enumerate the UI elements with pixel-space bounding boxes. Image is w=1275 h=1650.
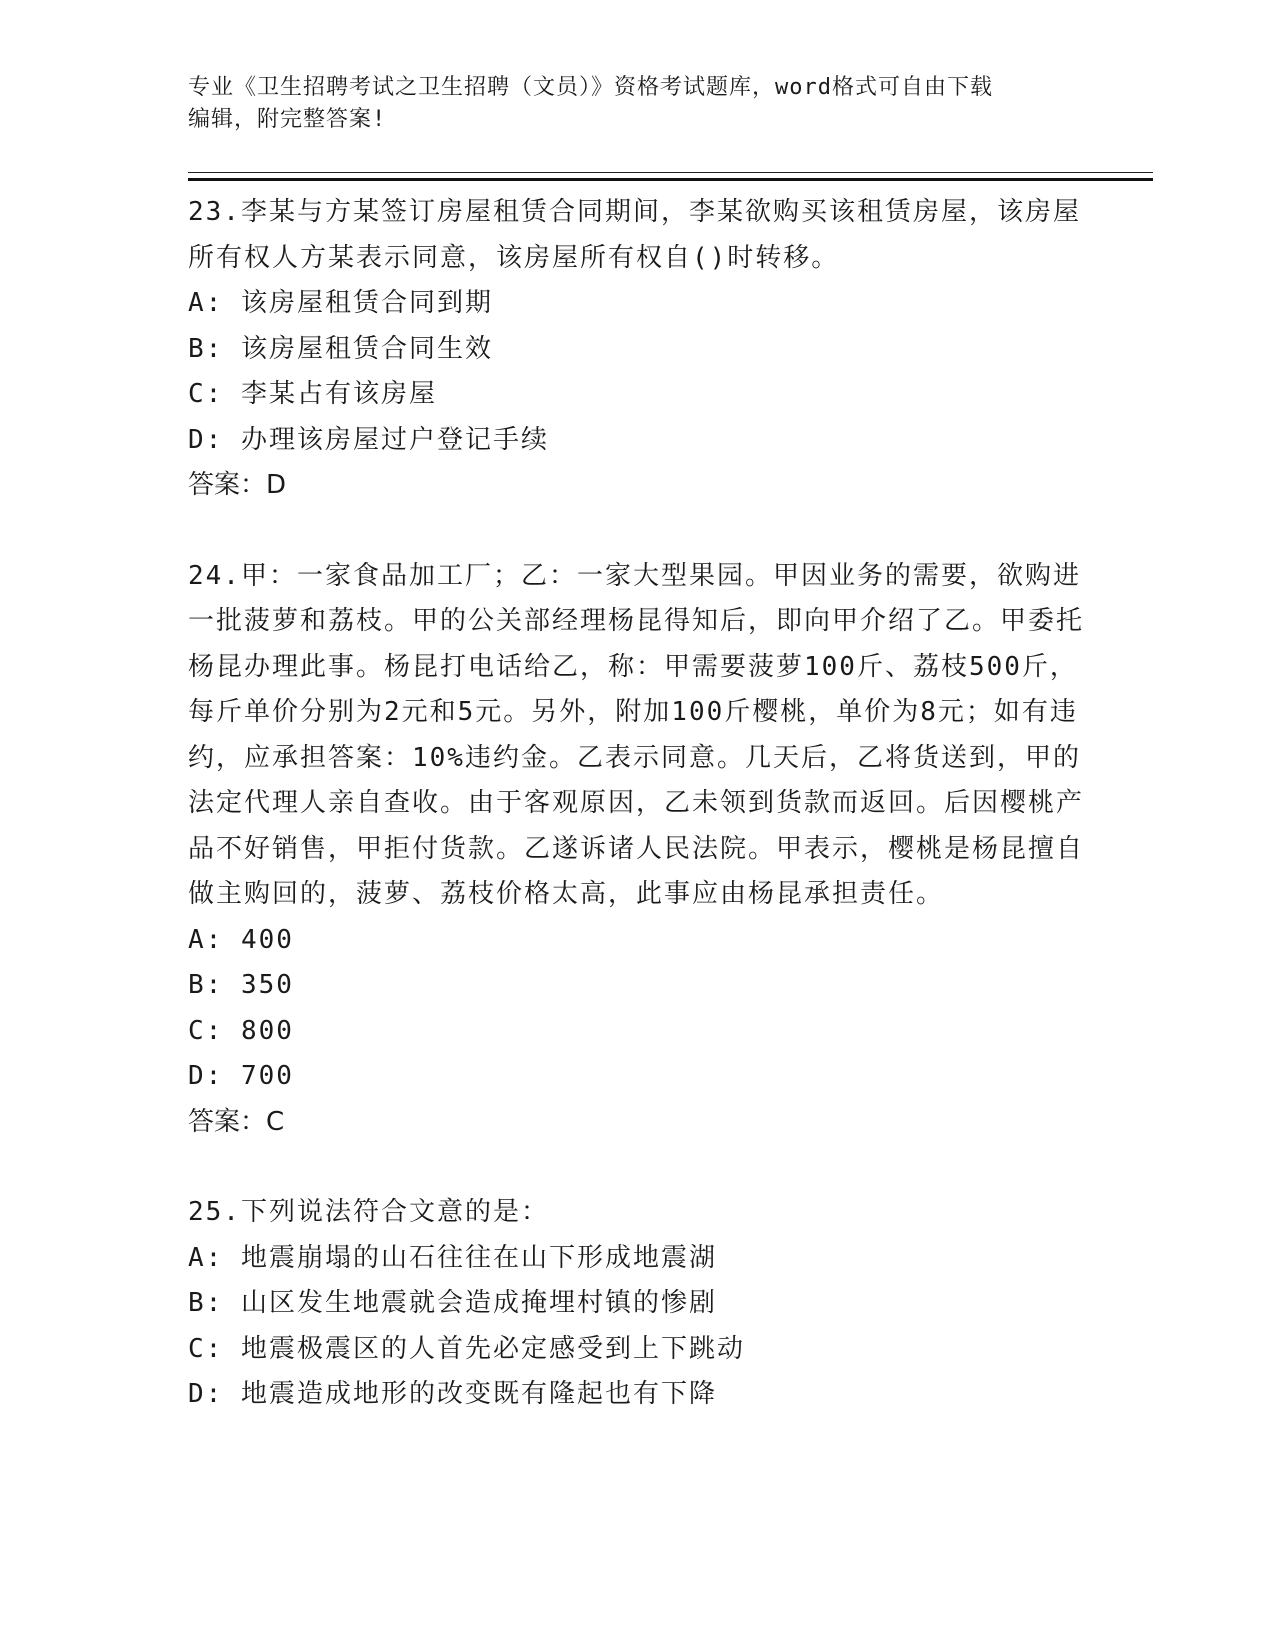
- answer-line: 答案：D: [188, 470, 287, 500]
- question-text: 24.甲：一家食品加工厂；乙：一家大型果园。甲因业务的需要，欲购进一批菠萝和荔枝。甲的公关部经理杨昆得知后，即向甲介绍了乙。甲委托杨昆办理此事。杨昆打电话给乙，称：甲需要菠萝100斤、荔枝500斤，每斤单价分别为2元和5元。另外，附加100斤樱桃，单价为8元；如有违约，应承担答案：10%违约金。乙表示同意。几天后，乙将货送到，甲的法定代理人亲自查收。由于客观原因，乙未领到货款而返回。后因樱桃产品不好销售，甲拒付货款。乙遂诉诸人民法院。甲表示，樱桃是杨昆擅自做主购回的，菠萝、荔枝价格太高，此事应由杨昆承担责任。: [188, 560, 1085, 909]
- header-divider-thin: [188, 172, 1153, 173]
- question-list: [188, 190, 1088, 1418]
- header-line-1: 专业《卫生招聘考试之卫生招聘（文员）》资格考试题库，word格式可自由下载: [188, 75, 993, 100]
- option-b: B: 该房屋租赁合同生效: [188, 333, 493, 364]
- option-d: D: 700: [188, 1061, 294, 1091]
- header-divider-thick: [188, 178, 1153, 181]
- option-d: D: 办理该房屋过户登记手续: [188, 424, 549, 455]
- option-b: B: 山区发生地震就会造成掩埋村镇的惨剧: [188, 1288, 717, 1318]
- question-24: [188, 554, 1088, 1146]
- header-line-2: 编辑，附完整答案!: [188, 107, 387, 132]
- question-text: 23.李某与方某签订房屋租赁合同期间，李某欲购买该租赁房屋，该房屋所有权人方某表示同意，该房屋所有权自()时转移。: [188, 197, 1081, 273]
- question-spacer: [188, 1145, 1088, 1190]
- document-header: [188, 72, 1088, 136]
- option-a: A: 400: [188, 924, 294, 955]
- option-c: C: 800: [188, 1015, 294, 1046]
- option-c: C: 地震极震区的人首先必定感受到上下跳动: [188, 1333, 745, 1364]
- option-c: C: 李某占有该房屋: [188, 379, 437, 409]
- question-23: [188, 190, 1088, 509]
- option-d: D: 地震造成地形的改变既有隆起也有下降: [188, 1379, 717, 1409]
- question-spacer: [188, 509, 1088, 554]
- option-a: A: 地震崩塌的山石往往在山下形成地震湖: [188, 1242, 717, 1273]
- question-25: [188, 1190, 1088, 1418]
- option-a: A: 该房屋租赁合同到期: [188, 288, 493, 318]
- question-text: 25.下列说法符合文意的是：: [188, 1197, 549, 1227]
- option-b: B: 350: [188, 970, 294, 1000]
- answer-line: 答案：C: [188, 1106, 285, 1137]
